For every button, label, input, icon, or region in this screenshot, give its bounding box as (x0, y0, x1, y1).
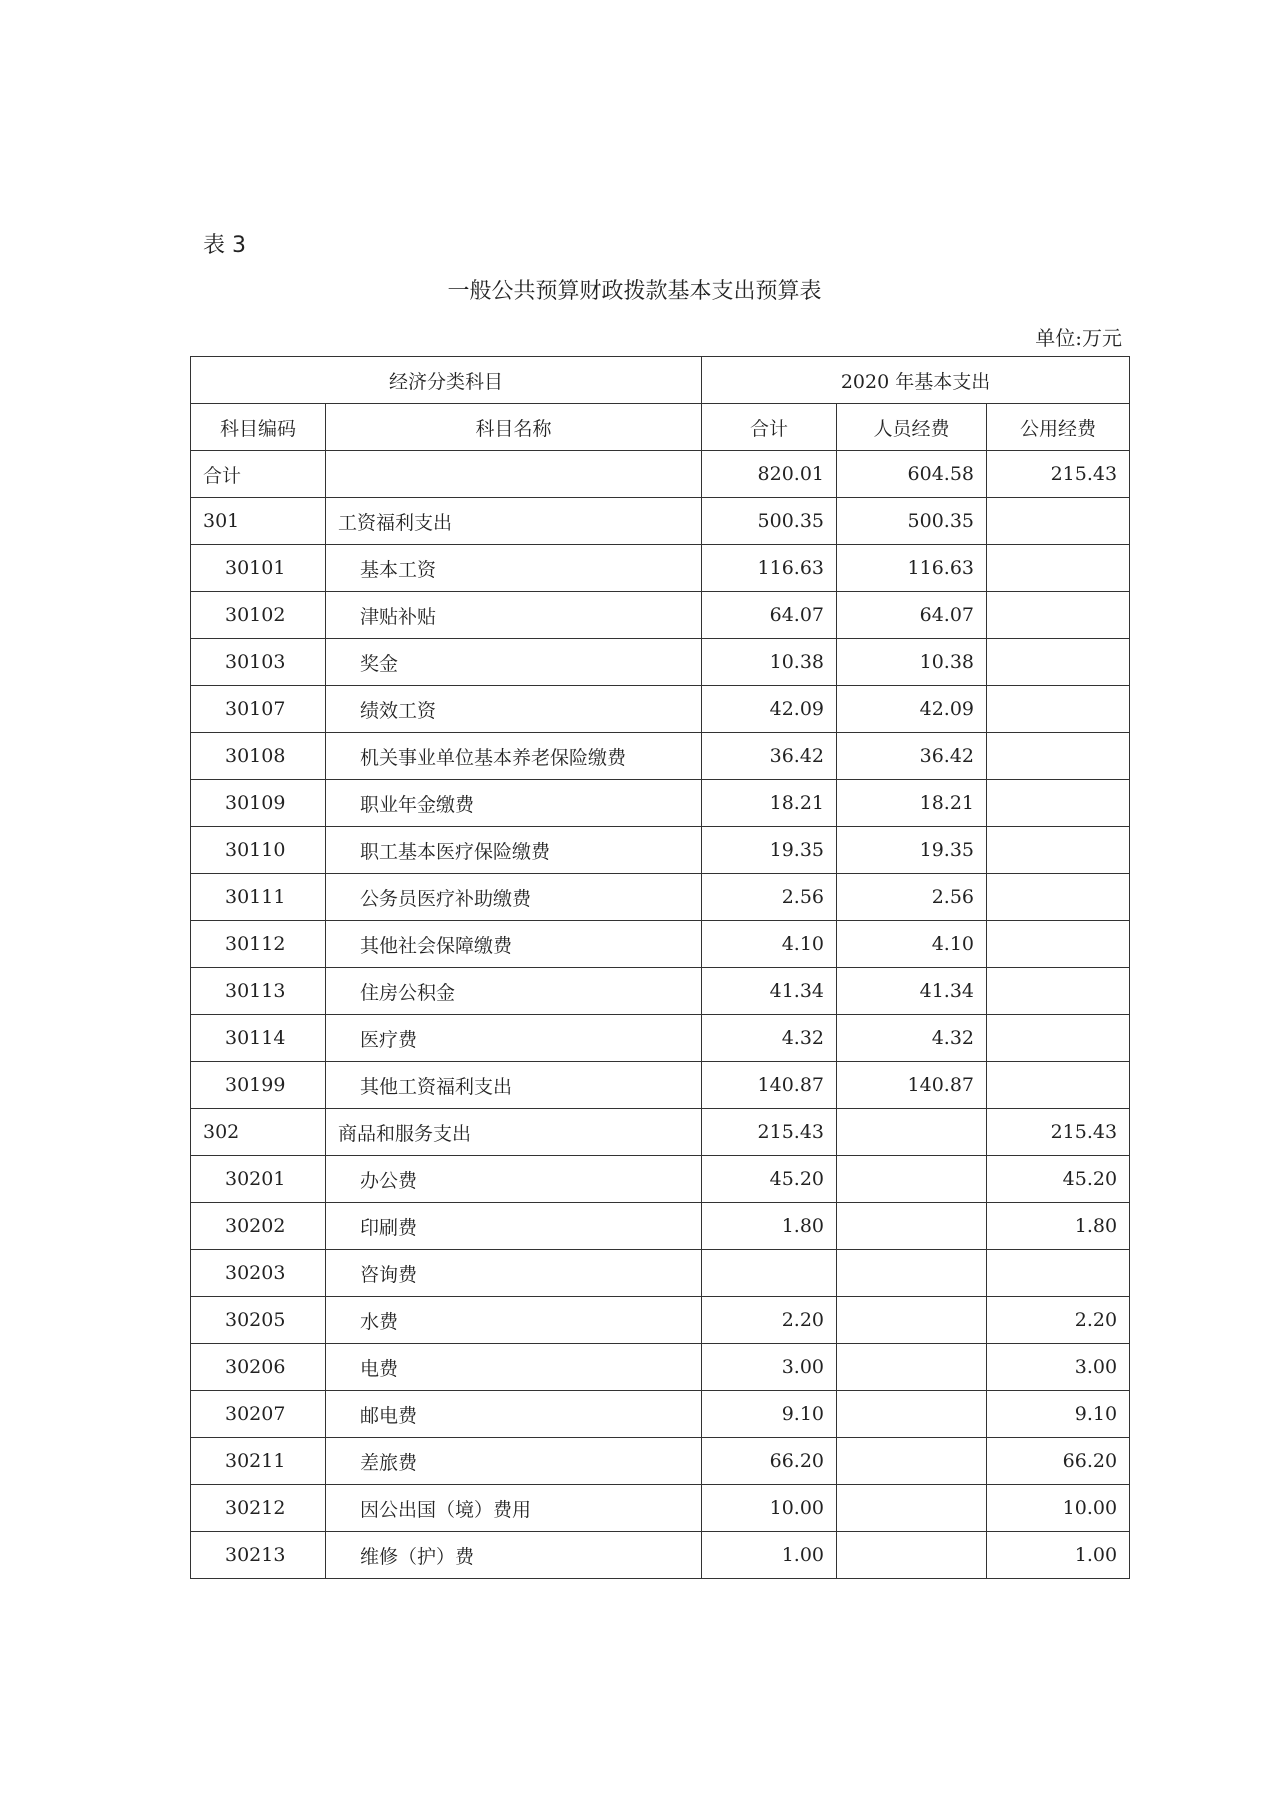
unit-label: 单位:万元 (1035, 326, 1122, 350)
cell-name: 住房公积金 (326, 968, 702, 1015)
table-row (191, 780, 1130, 827)
table-row (191, 827, 1130, 874)
cell-public (987, 780, 1130, 827)
cell-name: 商品和服务支出 (326, 1109, 702, 1156)
cell-name: 维修（护）费 (326, 1532, 702, 1579)
table-row (191, 1344, 1130, 1391)
cell-personnel: 19.35 (837, 827, 987, 874)
cell-personnel: 18.21 (837, 780, 987, 827)
table-row (191, 686, 1130, 733)
cell-code: 302 (191, 1109, 326, 1156)
cell-personnel: 4.32 (837, 1015, 987, 1062)
table-row (191, 451, 1130, 498)
cell-total: 10.00 (702, 1485, 837, 1532)
cell-personnel: 64.07 (837, 592, 987, 639)
table-row (191, 1438, 1130, 1485)
cell-public (987, 874, 1130, 921)
table-row (191, 1391, 1130, 1438)
header-personnel: 人员经费 (837, 404, 987, 451)
header-public: 公用经费 (987, 404, 1130, 451)
cell-public (987, 545, 1130, 592)
cell-code: 301 (191, 498, 326, 545)
table-row (191, 498, 1130, 545)
table-row (191, 639, 1130, 686)
cell-personnel: 116.63 (837, 545, 987, 592)
cell-total: 4.32 (702, 1015, 837, 1062)
cell-code: 30107 (191, 686, 326, 733)
cell-code: 30103 (191, 639, 326, 686)
cell-code: 30201 (191, 1156, 326, 1203)
cell-public: 66.20 (987, 1438, 1130, 1485)
table-row (191, 874, 1130, 921)
cell-public (987, 592, 1130, 639)
cell-public (987, 968, 1130, 1015)
header-row-2 (191, 404, 1130, 451)
page-title: 一般公共预算财政拨款基本支出预算表 (447, 279, 822, 304)
cell-public: 1.00 (987, 1532, 1130, 1579)
cell-personnel (837, 1250, 987, 1297)
header-basic-expenditure: 2020 年基本支出 (702, 357, 1130, 404)
table-row (191, 1109, 1130, 1156)
cell-name: 奖金 (326, 639, 702, 686)
cell-code: 30212 (191, 1485, 326, 1532)
cell-total: 2.56 (702, 874, 837, 921)
cell-name: 印刷费 (326, 1203, 702, 1250)
cell-public: 215.43 (987, 451, 1130, 498)
header-code: 科目编码 (191, 404, 326, 451)
cell-total: 2.20 (702, 1297, 837, 1344)
cell-code: 30213 (191, 1532, 326, 1579)
cell-code: 30112 (191, 921, 326, 968)
cell-total: 1.00 (702, 1532, 837, 1579)
cell-code: 30207 (191, 1391, 326, 1438)
cell-total: 45.20 (702, 1156, 837, 1203)
table-row (191, 1203, 1130, 1250)
cell-public (987, 498, 1130, 545)
cell-total (702, 1250, 837, 1297)
cell-public (987, 827, 1130, 874)
cell-public (987, 686, 1130, 733)
table-row (191, 968, 1130, 1015)
cell-name: 机关事业单位基本养老保险缴费 (326, 733, 702, 780)
cell-code: 30109 (191, 780, 326, 827)
table-row (191, 1297, 1130, 1344)
cell-public (987, 639, 1130, 686)
cell-personnel: 36.42 (837, 733, 987, 780)
cell-name: 邮电费 (326, 1391, 702, 1438)
cell-code: 30102 (191, 592, 326, 639)
table-row (191, 1532, 1130, 1579)
cell-public: 215.43 (987, 1109, 1130, 1156)
table-number: 表 3 (203, 233, 246, 258)
cell-total: 9.10 (702, 1391, 837, 1438)
cell-personnel (837, 1344, 987, 1391)
budget-table (190, 356, 1130, 1579)
cell-name: 公务员医疗补助缴费 (326, 874, 702, 921)
cell-public (987, 1062, 1130, 1109)
cell-total: 820.01 (702, 451, 837, 498)
header-total: 合计 (702, 404, 837, 451)
cell-name: 职业年金缴费 (326, 780, 702, 827)
header-row-1 (191, 357, 1130, 404)
cell-name: 其他社会保障缴费 (326, 921, 702, 968)
cell-personnel: 41.34 (837, 968, 987, 1015)
cell-personnel: 2.56 (837, 874, 987, 921)
cell-total: 66.20 (702, 1438, 837, 1485)
cell-public (987, 733, 1130, 780)
cell-personnel (837, 1485, 987, 1532)
cell-total: 36.42 (702, 733, 837, 780)
cell-personnel: 500.35 (837, 498, 987, 545)
table-row (191, 1485, 1130, 1532)
cell-total: 215.43 (702, 1109, 837, 1156)
cell-code: 30101 (191, 545, 326, 592)
cell-personnel (837, 1297, 987, 1344)
cell-total: 42.09 (702, 686, 837, 733)
cell-code: 30111 (191, 874, 326, 921)
table-row (191, 1156, 1130, 1203)
table-row (191, 921, 1130, 968)
cell-public: 10.00 (987, 1485, 1130, 1532)
cell-name: 基本工资 (326, 545, 702, 592)
cell-name: 差旅费 (326, 1438, 702, 1485)
cell-total: 500.35 (702, 498, 837, 545)
cell-name: 职工基本医疗保险缴费 (326, 827, 702, 874)
cell-name: 电费 (326, 1344, 702, 1391)
cell-total: 3.00 (702, 1344, 837, 1391)
cell-total: 10.38 (702, 639, 837, 686)
cell-personnel (837, 1438, 987, 1485)
cell-name: 工资福利支出 (326, 498, 702, 545)
cell-total: 1.80 (702, 1203, 837, 1250)
cell-public: 45.20 (987, 1156, 1130, 1203)
cell-name: 津贴补贴 (326, 592, 702, 639)
cell-personnel: 42.09 (837, 686, 987, 733)
cell-public (987, 921, 1130, 968)
header-name: 科目名称 (326, 404, 702, 451)
table-row (191, 1015, 1130, 1062)
cell-code: 30202 (191, 1203, 326, 1250)
cell-public: 3.00 (987, 1344, 1130, 1391)
cell-personnel (837, 1156, 987, 1203)
cell-total: 41.34 (702, 968, 837, 1015)
cell-name: 医疗费 (326, 1015, 702, 1062)
cell-public (987, 1015, 1130, 1062)
cell-code: 合计 (191, 451, 326, 498)
cell-personnel: 140.87 (837, 1062, 987, 1109)
cell-personnel: 10.38 (837, 639, 987, 686)
cell-code: 30110 (191, 827, 326, 874)
cell-code: 30203 (191, 1250, 326, 1297)
cell-personnel: 604.58 (837, 451, 987, 498)
table-row (191, 733, 1130, 780)
cell-total: 64.07 (702, 592, 837, 639)
cell-code: 30114 (191, 1015, 326, 1062)
cell-code: 30205 (191, 1297, 326, 1344)
cell-name: 水费 (326, 1297, 702, 1344)
cell-total: 116.63 (702, 545, 837, 592)
cell-public: 9.10 (987, 1391, 1130, 1438)
cell-code: 30113 (191, 968, 326, 1015)
cell-total: 140.87 (702, 1062, 837, 1109)
cell-name: 办公费 (326, 1156, 702, 1203)
table-row (191, 592, 1130, 639)
cell-name (326, 451, 702, 498)
table-row (191, 1250, 1130, 1297)
cell-public: 2.20 (987, 1297, 1130, 1344)
cell-total: 19.35 (702, 827, 837, 874)
cell-code: 30211 (191, 1438, 326, 1485)
cell-code: 30206 (191, 1344, 326, 1391)
cell-personnel (837, 1391, 987, 1438)
cell-personnel (837, 1532, 987, 1579)
cell-name: 其他工资福利支出 (326, 1062, 702, 1109)
cell-name: 咨询费 (326, 1250, 702, 1297)
table-row (191, 545, 1130, 592)
cell-personnel (837, 1109, 987, 1156)
cell-total: 18.21 (702, 780, 837, 827)
cell-total: 4.10 (702, 921, 837, 968)
cell-code: 30108 (191, 733, 326, 780)
table-row (191, 1062, 1130, 1109)
cell-name: 因公出国（境）费用 (326, 1485, 702, 1532)
cell-public (987, 1250, 1130, 1297)
cell-personnel: 4.10 (837, 921, 987, 968)
cell-personnel (837, 1203, 987, 1250)
cell-name: 绩效工资 (326, 686, 702, 733)
header-econ-category: 经济分类科目 (191, 357, 702, 404)
cell-public: 1.80 (987, 1203, 1130, 1250)
cell-code: 30199 (191, 1062, 326, 1109)
